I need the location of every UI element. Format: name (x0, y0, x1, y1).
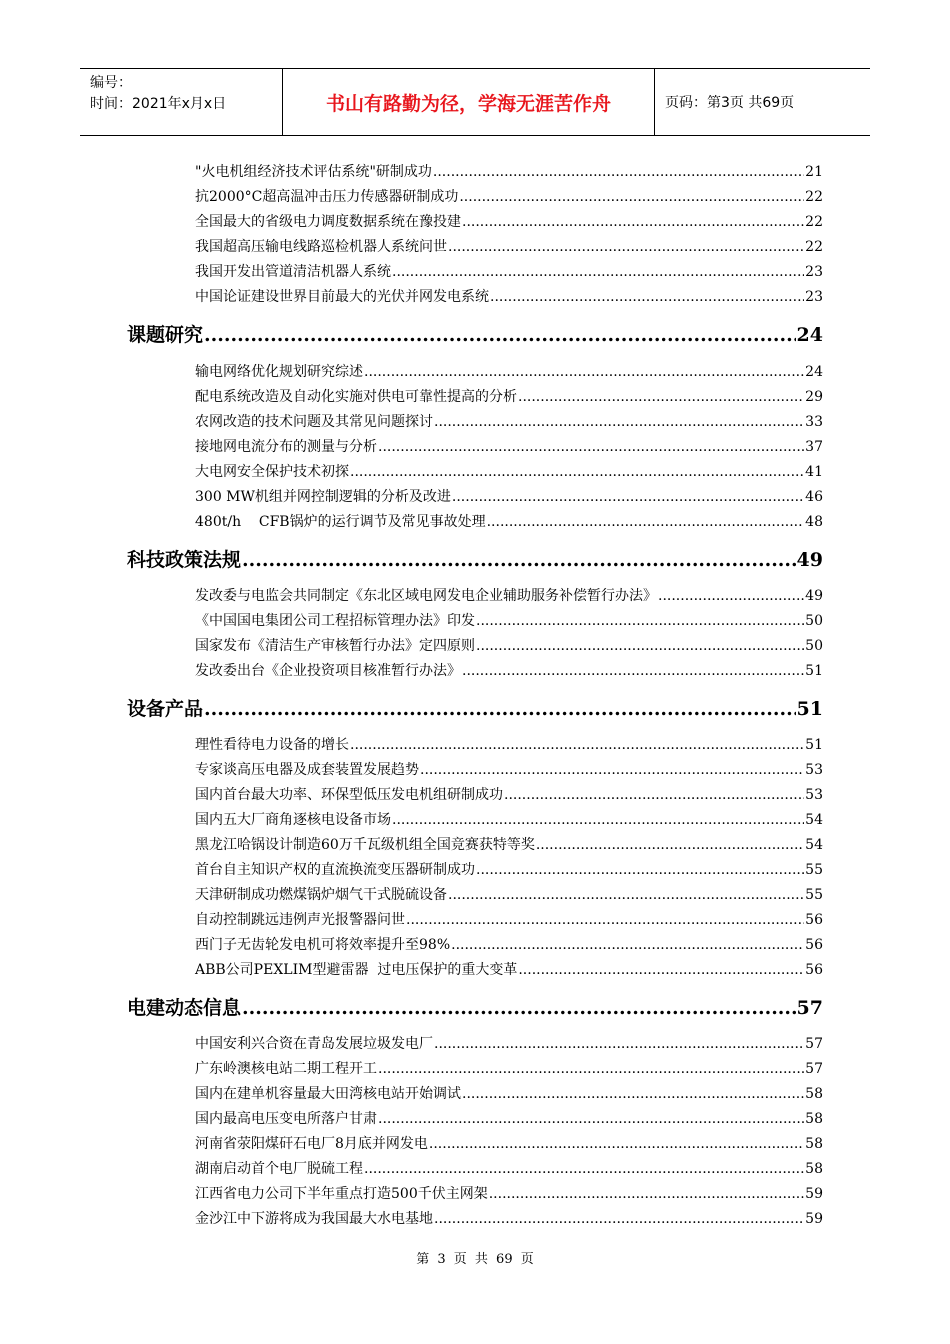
header-page-info: 页码：第3页 共69页 (665, 95, 795, 111)
toc-entry-title: "火电机组经济技术评估系统"研制成功 (195, 164, 432, 180)
toc-entry-page: 53 (805, 787, 823, 803)
toc-entry[interactable] (195, 361, 823, 381)
toc-entry[interactable] (195, 386, 823, 406)
toc-entry-page: 56 (805, 937, 823, 953)
toc-entry-page: 56 (805, 912, 823, 928)
toc-entry[interactable] (195, 884, 823, 904)
toc-entry-page: 57 (805, 1061, 823, 1077)
header-meta (80, 69, 283, 135)
toc-entry[interactable] (195, 934, 823, 954)
toc-entry-page: 51 (805, 737, 823, 753)
toc-entry[interactable] (195, 610, 823, 630)
toc-section-page: 51 (796, 698, 823, 720)
toc-entry-page: 49 (805, 588, 823, 604)
toc-entry[interactable] (195, 161, 823, 181)
toc-entry-page: 54 (805, 837, 823, 853)
toc-entry-title: 配电系统改造及自动化实施对供电可靠性提高的分析 (195, 389, 517, 405)
toc-entry[interactable] (195, 660, 823, 680)
toc-entry-page: 22 (805, 239, 823, 255)
toc-entry[interactable] (195, 261, 823, 281)
toc-section-title: 电建动态信息 (127, 997, 242, 1019)
toc-entry-title: 自动控制跳远违例声光报警器问世 (195, 912, 405, 928)
toc-entry-page: 21 (805, 164, 823, 180)
toc-entry[interactable] (195, 834, 823, 854)
toc-entry-title: 国内最高电压变电所落户甘肃 (195, 1111, 377, 1127)
toc-entry-page: 37 (805, 439, 823, 455)
toc-entry[interactable] (195, 236, 823, 256)
toc-entry[interactable] (195, 909, 823, 929)
toc-entry-page: 22 (805, 189, 823, 205)
toc-entry[interactable] (195, 411, 823, 431)
toc-entry-page: 41 (805, 464, 823, 480)
toc-entry-page: 50 (805, 613, 823, 629)
toc-entry-page: 50 (805, 638, 823, 654)
toc-entry[interactable] (195, 1208, 823, 1228)
toc-entry-title: 接地网电流分布的测量与分析 (195, 439, 377, 455)
toc-entry-title: 黑龙江哈锅设计制造60万千瓦级机组全国竞赛获特等奖 (195, 837, 535, 853)
toc-entry-page: 24 (805, 364, 823, 380)
toc-section-page: 24 (796, 324, 823, 346)
toc-entry[interactable] (195, 859, 823, 879)
toc-entry[interactable] (195, 809, 823, 829)
toc-entry[interactable] (195, 1183, 823, 1203)
toc-section-title: 课题研究 (127, 324, 204, 346)
toc-entry-page: 58 (805, 1161, 823, 1177)
toc-entry[interactable] (195, 734, 823, 754)
toc-section-title: 设备产品 (127, 698, 204, 720)
code-label: 编号： (90, 75, 132, 91)
toc-entry-page: 33 (805, 414, 823, 430)
toc-entry-title: 中国安利兴合资在青岛发展垃圾发电厂 (195, 1036, 433, 1052)
time-label: 时间：2021年x月x日 (90, 96, 227, 112)
toc-entry-title: 《中国国电集团公司工程招标管理办法》印发 (195, 613, 475, 629)
toc-entry[interactable] (195, 186, 823, 206)
toc-entry[interactable] (195, 1108, 823, 1128)
toc-entry-page: 51 (805, 663, 823, 679)
toc-entry-page: 23 (805, 289, 823, 305)
toc-entry[interactable] (195, 511, 823, 531)
toc-entry[interactable] (195, 436, 823, 456)
toc-entry-title: 抗2000°C超高温冲击压力传感器研制成功 (195, 189, 459, 205)
toc-entry[interactable] (195, 959, 823, 979)
toc-entry-title: 金沙江中下游将成为我国最大水电基地 (195, 1211, 433, 1227)
toc-section-page: 57 (796, 997, 823, 1019)
toc-entry-page: 58 (805, 1111, 823, 1127)
toc-entry[interactable] (195, 759, 823, 779)
toc-entry-title: 广东岭澳核电站二期工程开工 (195, 1061, 377, 1077)
toc-entry-page: 59 (805, 1186, 823, 1202)
toc-entry[interactable] (195, 211, 823, 231)
toc-entry[interactable] (195, 1058, 823, 1078)
toc-entry-title: 300 MW机组并网控制逻辑的分析及改进 (195, 489, 451, 505)
toc-entry-title: 理性看待电力设备的增长 (195, 737, 349, 753)
toc-entry-title: ABB公司PEXLIM型避雷器 过电压保护的重大变革 (195, 962, 518, 978)
toc-entry-page: 55 (805, 862, 823, 878)
toc-entry-page: 53 (805, 762, 823, 778)
toc-entry-title: 首台自主知识产权的直流换流变压器研制成功 (195, 862, 475, 878)
toc-entry-page: 55 (805, 887, 823, 903)
toc-entry-title: 江西省电力公司下半年重点打造500千伏主网架 (195, 1186, 488, 1202)
toc-entry-page: 54 (805, 812, 823, 828)
toc-entry-page: 58 (805, 1136, 823, 1152)
header-motto: 书山有路勤为径，学海无涯苦作舟 (283, 69, 655, 135)
toc-section-heading[interactable] (127, 694, 823, 720)
toc-entry-title: 全国最大的省级电力调度数据系统在豫投建 (195, 214, 461, 230)
toc-entry[interactable] (195, 486, 823, 506)
toc-entry[interactable] (195, 585, 823, 605)
page-footer: 第 3 页 共 69 页 (416, 1252, 534, 1267)
toc-entry-title: 河南省荥阳煤矸石电厂8月底并网发电 (195, 1136, 428, 1152)
toc-section-page: 49 (796, 549, 823, 571)
toc-entry[interactable] (195, 461, 823, 481)
toc-entry[interactable] (195, 1158, 823, 1178)
toc-entry-title: 发改委出台《企业投资项目核准暂行办法》 (195, 663, 461, 679)
toc-entry-title: 480t/h CFB锅炉的运行调节及常见事故处理 (195, 514, 486, 530)
toc-entry[interactable] (195, 286, 823, 306)
toc-entry-title: 我国开发出管道清洁机器人系统 (195, 264, 391, 280)
toc-entry[interactable] (195, 1033, 823, 1053)
toc-entry-title: 国内在建单机容量最大田湾核电站开始调试 (195, 1086, 461, 1102)
toc-entry[interactable] (195, 1083, 823, 1103)
toc-entry-title: 国家发布《清洁生产审核暂行办法》定四原则 (195, 638, 475, 654)
toc-entry[interactable] (195, 1133, 823, 1153)
page-header (80, 68, 870, 136)
toc-entry-title: 国内首台最大功率、环保型低压发电机组研制成功 (195, 787, 503, 803)
toc-entry[interactable] (195, 784, 823, 804)
toc-entry-page: 57 (805, 1036, 823, 1052)
toc-entry-title: 农网改造的技术问题及其常见问题探讨 (195, 414, 433, 430)
toc-section-heading[interactable] (127, 320, 823, 346)
toc-entry-title: 西门子无齿轮发电机可将效率提升至98% (195, 937, 451, 953)
toc-entry-title: 我国超高压输电线路巡检机器人系统问世 (195, 239, 447, 255)
toc-entry-title: 天津研制成功燃煤锅炉烟气干式脱硫设备 (195, 887, 447, 903)
toc-entry-title: 大电网安全保护技术初探 (195, 464, 349, 480)
toc-entry-title: 发改委与电监会共同制定《东北区域电网发电企业辅助服务补偿暂行办法》 (195, 588, 657, 604)
toc-entry-page: 59 (805, 1211, 823, 1227)
toc-entry-page: 48 (805, 514, 823, 530)
toc-entry[interactable] (195, 635, 823, 655)
toc-section-heading[interactable] (127, 993, 823, 1019)
toc-entry-title: 输电网络优化规划研究综述 (195, 364, 363, 380)
toc-entry-page: 56 (805, 962, 823, 978)
toc-entry-title: 湖南启动首个电厂脱硫工程 (195, 1161, 363, 1177)
toc-entry-title: 专家谈高压电器及成套装置发展趋势 (195, 762, 419, 778)
toc-entry-page: 46 (805, 489, 823, 505)
toc-entry-page: 23 (805, 264, 823, 280)
toc-entry-title: 国内五大厂商角逐核电设备市场 (195, 812, 391, 828)
toc-section-heading[interactable] (127, 545, 823, 571)
toc-entry-title: 中国论证建设世界目前最大的光伏并网发电系统 (195, 289, 489, 305)
toc-entry-page: 58 (805, 1086, 823, 1102)
toc-entry-page: 29 (805, 389, 823, 405)
toc-section-title: 科技政策法规 (127, 549, 242, 571)
toc-entry-page: 22 (805, 214, 823, 230)
